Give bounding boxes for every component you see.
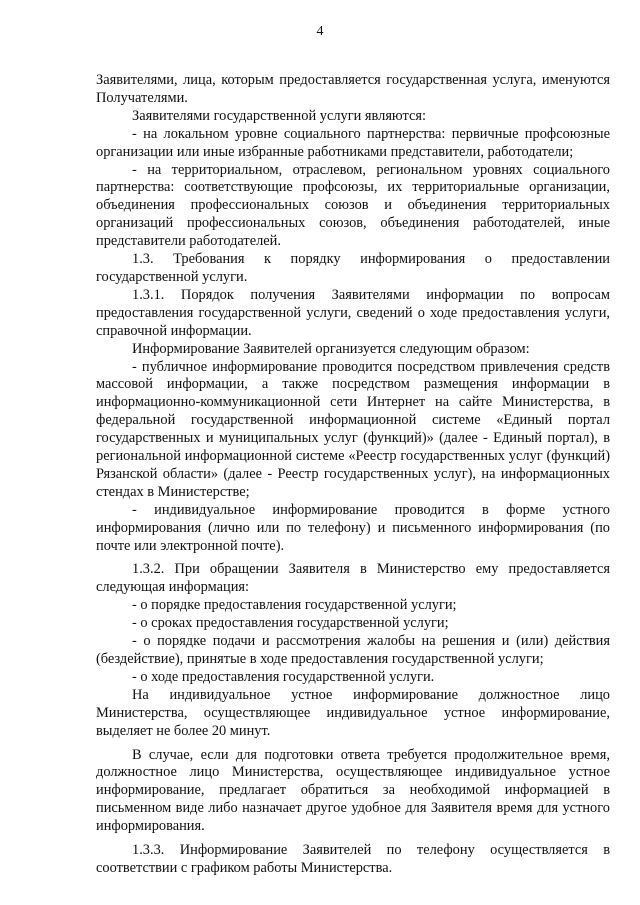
section-heading-1-3-2: 1.3.2. При обращении Заявителя в Министерство ему предоставляется следующая информация: bbox=[96, 561, 610, 596]
paragraph-applicants-definition: Заявителями, лица, которым предоставляется государственная услуга, именуются Получателями. bbox=[96, 72, 610, 106]
list-item-local-level: - на локальном уровне социального партнерства: первичные профсоюзные организации или иные избранные работниками представители, работодатели; bbox=[96, 125, 610, 160]
list-item-progress: - о ходе предоставления государственной услуги. bbox=[132, 668, 435, 685]
document-body bbox=[96, 72, 610, 878]
section-heading-1-3-3: 1.3.3. Информирование Заявителей по телефону осуществляется в соответствии с графиком работы Министерства. bbox=[96, 842, 610, 876]
page-number: 4 bbox=[316, 24, 324, 39]
section-heading-1-3-1: 1.3.1. Порядок получения Заявителями информации по вопросам предоставления государственной услуги, сведений о ходе предоставления услуги, справочной информации. bbox=[96, 286, 610, 339]
list-item-individual-informing: - индивидуальное информирование проводится в форме устного информирования (лично или по телефону) и письменного информирования (по почте или электронной почте). bbox=[96, 501, 610, 554]
paragraph-long-answer: В случае, если для подготовки ответа требуется продолжительное время, должностное лицо Министерства, осуществляющее индивидуальное устное информирование, предлагает обратиться за необходимой информацией в письменном виде либо назначает другое удобное для Заявителя время для устного информирования. bbox=[96, 746, 610, 835]
list-item-public-informing: - публичное информирование проводится посредством привлечения средств массовой информации, а также посредством размещения информации в информационно-коммуникационной сети Интернет на сайте Министерства, в федеральной государственной информационной системе «Единый портал государственных и муниципальных услуг (функций)» (далее - Единый портал), в региональной информационной системе «Реестр государственных услуг (функций) Рязанской области» (далее - Реестр государственных услуг), на информационных стендах в Министерстве; bbox=[96, 358, 610, 500]
paragraph-applicants-list-intro: Заявителями государственной услуги являются: bbox=[132, 107, 426, 124]
list-item-territorial-level: - на территориальном, отраслевом, региональном уровнях социального партнерства: соответствующие профсоюзы, их территориальные организации, объединения профессиональных союзов и объединения территориальных организаций профессиональных союзов, объединения работодателей, иные представители работодателей. bbox=[96, 161, 610, 250]
section-heading-1-3: 1.3. Требования к порядку информирования о предоставлении государственной услуги. bbox=[96, 251, 610, 285]
list-item-procedure: - о порядке предоставления государственной услуги; bbox=[132, 597, 457, 614]
paragraph-time-limit: На индивидуальное устное информирование должностное лицо Министерства, осуществляющее индивидуальное устное информирование, выделяет не более 20 минут. bbox=[96, 686, 610, 739]
list-item-terms: - о сроках предоставления государственной услуги; bbox=[132, 615, 449, 632]
list-item-complaints: - о порядке подачи и рассмотрения жалобы на решения и (или) действия (бездействие), принятые в ходе предоставления государственной услуги; bbox=[96, 633, 610, 667]
paragraph-informing-organization: Информирование Заявителей организуется следующим образом: bbox=[132, 340, 530, 357]
